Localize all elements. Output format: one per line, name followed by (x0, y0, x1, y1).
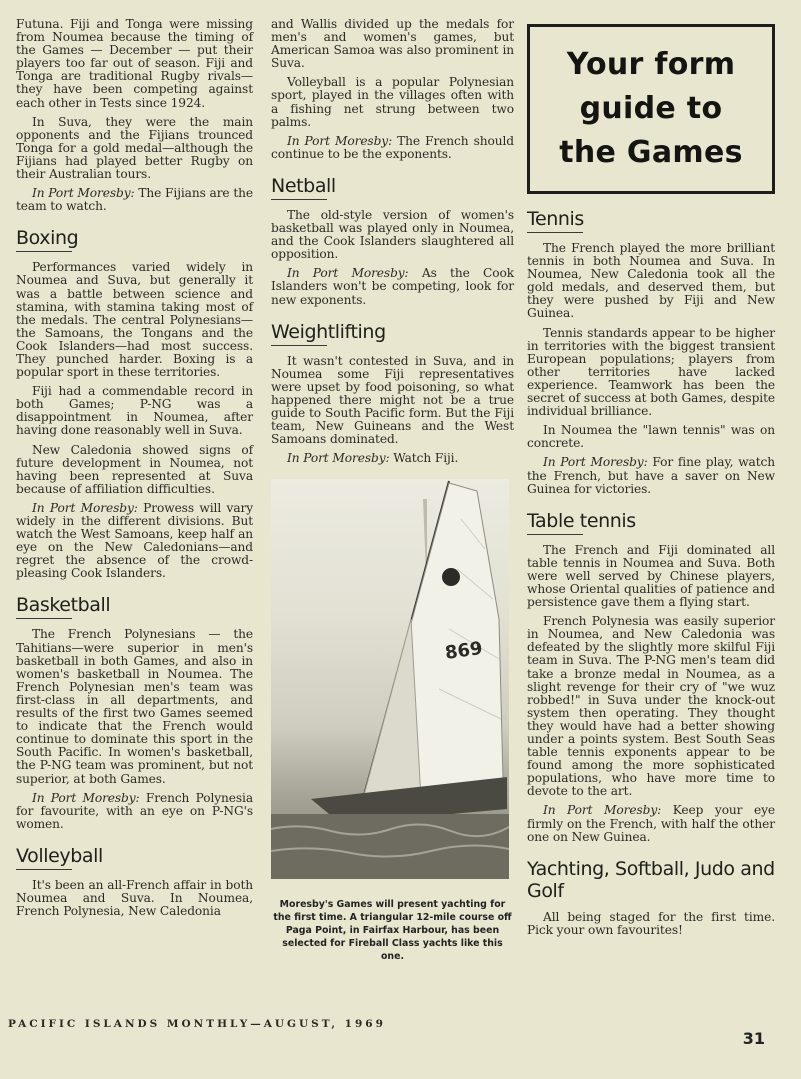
column-2 (271, 18, 514, 963)
heading-rule (527, 232, 583, 233)
yachting-paragraph: All being staged for the first time. Pick your own favourites! (527, 909, 775, 937)
boxing-prediction (16, 502, 253, 581)
netball-prediction (271, 267, 514, 306)
prediction-text: As the Cook Islanders won't be competing, look for new exponents. (271, 266, 514, 307)
yacht-illustration (271, 479, 509, 879)
table-tennis-prediction (527, 804, 775, 843)
table-tennis-paragraph: French Polynesia was easily superior in Noumea, and New Caledonia was defeated by the slightly more skilful Fiji team in Suva. The P-NG men's team did take a bronze medal in Noumea, as a slight revenge for their cry of "we wuz robbed!" in Suva under the knock-out system then operating. They thought they would have had a better showing under a points system. Best South Seas table tennis exponents appear to be found among the more sophisticated populations, who have more time to devote to the art. (527, 614, 775, 799)
magazine-masthead-footer: PACIFIC ISLANDS MONTHLY—AUGUST, 1969 (8, 1018, 386, 1030)
volleyball-prediction (271, 135, 514, 161)
section-heading-netball (271, 175, 514, 200)
netball-paragraph: The old-style version of women's basketball was played only in Noumea, and the Cook Islanders slaughtered all opposition. (271, 207, 514, 262)
volleyball-paragraph: and Wallis divided up the medals for men's and women's games, but American Samoa was also prominent in Suva. (271, 17, 514, 71)
form-guide-title: Your form guide to the Games (559, 47, 743, 170)
heading-text: Boxing (16, 227, 79, 250)
rugby-prediction (16, 187, 253, 213)
prediction-lead: In Port Moresby: (32, 186, 135, 201)
prediction-lead: In Port Moresby: (543, 455, 648, 470)
weightlifting-prediction (271, 452, 514, 465)
section-heading-basketball (16, 594, 253, 619)
prediction-lead: In Port Moresby: (543, 803, 662, 818)
rugby-paragraph: Futuna. Fiji and Tonga were missing from Noumea because the timing of the Games — December — put their players too far out of season. Fiji and Tonga are traditional Rugby rivals—they have been competing against each other in Tests since 1924. (16, 17, 253, 110)
boxing-paragraph: New Caledonia showed signs of future development in Noumea, not having been represented at Suva because of affiliation difficulties. (16, 442, 253, 496)
tennis-paragraph: Tennis standards appear to be higher in territories with the biggest transient European populations; players from other territories have lacked experience. Teamwork has been the secret of success at both Games, despite individual brilliance. (527, 325, 775, 419)
basketball-prediction (16, 792, 253, 831)
weightlifting-paragraph: It wasn't contested in Suva, and in Noumea some Fiji representatives were upset by food poisoning, so what happened there might not be a true guide to South Pacific form. But the Fiji team, New Guineans and the West Samoans dominated. (271, 353, 514, 447)
boxing-paragraph: Fiji had a commendable record in both Games; P-NG was a disappointment in Noumea, after having done reasonably well in Suva. (16, 384, 253, 438)
prediction-text: Keep your eye firmly on the French, with half the other one on New Guinea. (527, 803, 776, 844)
prediction-text: Watch Fiji. (389, 451, 459, 466)
heading-text: Netball (271, 174, 336, 197)
section-heading-yachting (527, 858, 775, 902)
yacht-photo-figure (271, 479, 514, 963)
prediction-lead: In Port Moresby: (32, 790, 140, 805)
heading-text: Yachting, Softball, Judo and Golf (527, 857, 775, 902)
jib-sail (363, 619, 421, 799)
prediction-text: French Polynesia for favourite, with an eye on P-NG's women. (16, 790, 254, 831)
section-heading-volleyball (16, 845, 253, 870)
volleyball-paragraph: It's been an all-French affair in both Noumea and Suva. In Noumea, French Polynesia, New Caledonia (16, 877, 253, 919)
section-heading-table-tennis (527, 510, 775, 535)
heading-text: Weightlifting (271, 320, 386, 343)
heading-text: Basketball (16, 594, 111, 617)
heading-rule (527, 534, 583, 535)
heading-rule (16, 618, 72, 619)
heading-rule (16, 869, 72, 870)
column-1 (16, 18, 253, 924)
volleyball-paragraph: Volleyball is a popular Polynesian sport, played in the villages often with a fishing net strung between two palms. (271, 75, 514, 129)
tennis-paragraph: In Noumea the "lawn tennis" was on concrete. (527, 423, 775, 451)
heading-text: Tennis (527, 208, 584, 230)
heading-rule (16, 251, 72, 252)
prediction-text: The Fijians are the team to watch. (16, 186, 254, 214)
rugby-paragraph: In Suva, they were the main opponents and the Fijians trounced Tonga for a gold medal—although the Fijians had played better Rugby on their Australian tours. (16, 114, 253, 182)
sail-insignia (442, 568, 460, 586)
prediction-text: The French should continue to be the exponents. (271, 133, 514, 161)
section-heading-tennis (527, 208, 775, 233)
photo-caption: Moresby's Games will present yachting for the first time. A triangular 12-mile course off Paga Point, in Fairfax Harbour, has been selected for Fireball Class yachts like this one. (273, 899, 512, 962)
section-heading-boxing (16, 227, 253, 252)
table-tennis-paragraph: The French and Fiji dominated all table tennis in Noumea and Suva. Both were well served by Chinese players, whose Oriental qualities of patience and persistence gave them a flying start. (527, 542, 775, 610)
prediction-text: For fine play, watch the French, but have a saver on New Guinea for victories. (527, 455, 775, 496)
heading-text: Volleyball (16, 844, 103, 867)
section-heading-weightlifting (271, 321, 514, 346)
heading-rule (271, 345, 327, 346)
boxing-paragraph: Performances varied widely in Noumea and Suva, but generally it was a battle between science and stamina, with stamina taking most of the medals. The central Polynesians—the Samoans, the Tongans and the Cook Islanders—had most success. They punched harder. Boxing is a popular sport in these territories. (16, 260, 253, 380)
form-guide-title-box (527, 24, 775, 194)
sea (271, 814, 509, 879)
heading-text: Table tennis (527, 509, 636, 532)
prediction-text: Prowess will vary widely in the different divisions. But watch the West Samoans, keep half an eye on the New Caledonians—and regret the absence of the crowd-pleasing Cook Islanders. (16, 500, 254, 581)
tennis-paragraph: The French played the more brilliant tennis in both Noumea and Suva. In Noumea, New Caledonia took all the gold medals, and deserved them, but they were pushed by Fiji and New Guinea. (527, 241, 775, 321)
column-3 (527, 24, 775, 943)
heading-rule (271, 199, 327, 200)
prediction-lead: In Port Moresby: (287, 451, 390, 466)
yacht-photo (271, 479, 509, 879)
basketball-paragraph: The French Polynesians — the Tahitians—were superior in men's basketball in both Games, and also in women's basketball in Noumea. The French Polynesian men's team was first-class in all departments, and results of the first two Games seemed to indicate that the French would continue to dominate this sport in the South Pacific. In women's basketball, the P-NG team was prominent, but not superior, at both Games. (16, 627, 253, 786)
prediction-lead: In Port Moresby: (287, 133, 393, 148)
sail-number: 869 (443, 638, 484, 665)
prediction-lead: In Port Moresby: (32, 500, 138, 515)
prediction-lead: In Port Moresby: (287, 266, 409, 281)
tennis-prediction (527, 456, 775, 495)
page-number: 31 (742, 1029, 765, 1048)
